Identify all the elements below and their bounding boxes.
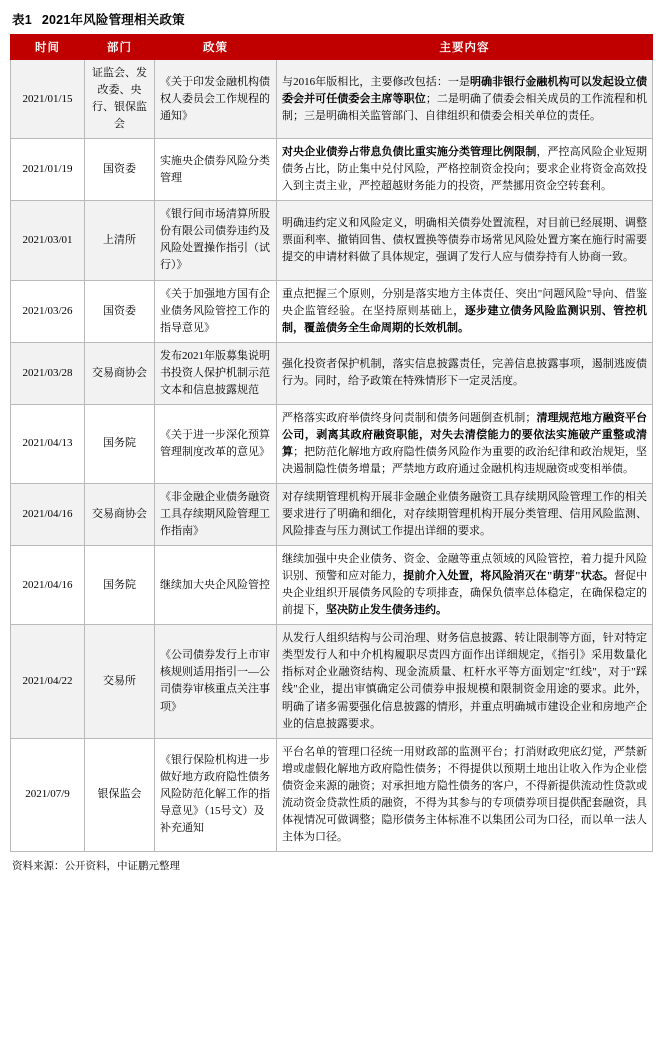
table-row (11, 342, 653, 404)
main-content-text: 明确违约定义和风险定义，明确相关债券处置流程，对目前已经展期、调整票面利率、撤销回售、债权置换等债券市场常见风险处置方案在施行时需要提交的申请材料做了具体规定，强调了发行人应与债券持有人协商一致。 (282, 216, 647, 263)
table-row (11, 280, 653, 342)
column-header-main-content: 主要内容 (277, 35, 653, 60)
table-caption-number: 表1 (12, 13, 32, 27)
cell-policy: 《银行间市场清算所股份有限公司债券违约及风险处置操作指引（试行）》 (155, 201, 277, 280)
main-content-emphasis: 清理规范地方融资平台公司，剥离其政府融资职能，对失去清偿能力的要依法实施破产重整或清算 (282, 411, 647, 458)
cell-main-content (277, 738, 653, 851)
main-content-text: 重点把握三个原则，分别是落实地方主体责任、突出"问题风险"导向、借鉴央企监管经验。在坚持原则基础上， (282, 287, 647, 317)
main-content-text: 严格落实政府举债终身问责制和债务问题倒查机制； (282, 411, 537, 424)
cell-time: 2021/03/01 (11, 201, 85, 280)
table-caption (12, 10, 652, 28)
cell-department: 交易商协会 (85, 342, 155, 404)
cell-department: 国务院 (85, 404, 155, 483)
main-content-emphasis: 明确非银行金融机构可以发起设立债委会并可任债委会主席等职位 (282, 75, 647, 105)
table-body (11, 60, 653, 852)
source-note: 资料来源：公开资料，中证鹏元整理 (12, 859, 180, 872)
cell-time: 2021/03/26 (11, 280, 85, 342)
main-content-text: 平台名单的管理口径统一用财政部的监测平台；打消财政兜底幻觉，严禁新增或虚假化解地方政府隐性债务；不得提供以预期土地出让收入作为企业偿债资金来源的融资；对承担地方隐性债务的客户，不得新提供流动性贷款或流动资金贷款性质的融资，不得为其参与的专项债券项目提供配套融资，具体视情况可做调整；隐形债务主体标准不以集团公司为口径，而以单一法人主体为口径。 (282, 745, 647, 843)
main-content-text: 对存续期管理机构开展非金融企业债务融资工具存续期风险管理工作的相关要求进行了明确和细化，对存续期管理机构开展分类管理、信用风险监测、风险排查与压力测试工作提出详细的要求。 (282, 490, 647, 538)
table-row (11, 483, 653, 545)
column-header-time: 时间 (11, 35, 85, 60)
table-caption-title: 2021年风险管理相关政策 (41, 13, 185, 27)
cell-policy: 《公司债券发行上市审核规则适用指引一—公司债券审核重点关注事项》 (155, 625, 277, 738)
cell-time: 2021/04/16 (11, 483, 85, 545)
cell-time: 2021/01/19 (11, 139, 85, 201)
table-row (11, 139, 653, 201)
cell-main-content (277, 483, 653, 545)
main-content-emphasis: 提前介入处置，将风险消灭在"萌芽"状态。 (403, 570, 614, 583)
cell-department: 上清所 (85, 201, 155, 280)
main-content-text: 与2016年版相比，主要修改包括：一是 (282, 75, 471, 88)
cell-time: 2021/04/13 (11, 404, 85, 483)
table-row (11, 546, 653, 625)
cell-time: 2021/04/16 (11, 546, 85, 625)
main-content-text: ；二是明确了债委会相关成员的工作流程和机制；三是明确相关监管部门、自律组织和债委会相关单位的责任。 (282, 92, 647, 122)
main-content-emphasis: 逐步建立债务风险监测识别、管控机制，覆盖债务全生命周期的长效机制。 (282, 304, 648, 334)
cell-time: 2021/04/22 (11, 625, 85, 738)
policy-table (10, 34, 653, 852)
cell-department: 交易商协会 (85, 483, 155, 545)
main-content-text: 强化投资者保护机制，落实信息披露责任，完善信息披露事项，遏制逃废债行为。同时，给予政策在特殊情形下一定灵活度。 (282, 358, 647, 388)
cell-main-content (277, 201, 653, 280)
main-content-text: 督促中央企业组织开展债务风险的专项排查，确保负债率总体稳定，在确保稳定的前提下， (282, 570, 648, 617)
cell-time: 2021/03/28 (11, 342, 85, 404)
cell-policy: 《关于加强地方国有企业债务风险管控工作的指导意见》 (155, 280, 277, 342)
cell-department: 国务院 (85, 546, 155, 625)
column-header-department: 部门 (85, 35, 155, 60)
table-row (11, 201, 653, 280)
table-row (11, 625, 653, 738)
cell-main-content (277, 546, 653, 625)
cell-department: 国资委 (85, 280, 155, 342)
cell-policy: 《关于进一步深化预算管理制度改革的意见》 (155, 404, 277, 483)
cell-policy: 实施央企债券风险分类管理 (155, 139, 277, 201)
column-header-policy: 政策 (155, 35, 277, 60)
main-content-text: 继续加强中央企业债务、资金、金融等重点领域的风险管控，着力提升风险识别、预警和应对能力， (282, 553, 647, 583)
cell-time: 2021/07/9 (11, 738, 85, 851)
cell-policy: 《关于印发金融机构债权人委员会工作规程的通知》 (155, 60, 277, 139)
cell-main-content (277, 280, 653, 342)
cell-main-content (277, 625, 653, 738)
cell-department: 国资委 (85, 139, 155, 201)
cell-main-content (277, 60, 653, 139)
main-content-text: ；把防范化解地方政府隐性债务风险作为重要的政治纪律和政治规矩，坚决遏制隐性债务增量；严禁地方政府通过金融机构违规融资或变相举债。 (282, 445, 647, 475)
table-header-row (11, 35, 653, 60)
table-row (11, 404, 653, 483)
main-content-text: 从发行人组织结构与公司治理、财务信息披露、转让限制等方面，针对特定类型发行人和中介机构履职尽责四方面作出详细规定，《指引》采用数量化指标对企业融资结构、现金流质量、杠杆水平等方面划定"红线"，对于"踩线"企业，提出审慎确定公司债券申报规模和限制资金用途的要求。此外，明确了诸多需要强化信息披露的情形，并重点明确城市建设企业和房地产企业的信息披露要求。 (282, 632, 647, 730)
cell-department: 证监会、发改委、央行、银保监会 (85, 60, 155, 139)
cell-main-content (277, 404, 653, 483)
main-content-emphasis: 坚决防止发生债务违约。 (326, 604, 447, 617)
cell-policy: 《银行保险机构进一步做好地方政府隐性债务风险防范化解工作的指导意见》（15号文）及补充通知 (155, 738, 277, 851)
cell-department: 银保监会 (85, 738, 155, 851)
cell-department: 交易所 (85, 625, 155, 738)
cell-policy: 发布2021年版募集说明书投资人保护机制示范文本和信息披露规范 (155, 342, 277, 404)
table-header (11, 35, 653, 60)
main-content-text: ，严控高风险企业短期债务占比，防止集中兑付风险，严格控制资金投向；要求企业将资金高效投入到主责主业，严控超越财务能力的投资，严禁挪用资金空转套利。 (282, 146, 647, 193)
cell-policy: 继续加大央企风险管控 (155, 546, 277, 625)
cell-main-content (277, 139, 653, 201)
cell-main-content (277, 342, 653, 404)
cell-time: 2021/01/15 (11, 60, 85, 139)
main-content-emphasis: 对央企业债券占带息负债比重实施分类管理比例限制 (282, 146, 537, 159)
table-row (11, 60, 653, 139)
cell-policy: 《非金融企业债务融资工具存续期风险管理工作指南》 (155, 483, 277, 545)
table-row (11, 738, 653, 851)
